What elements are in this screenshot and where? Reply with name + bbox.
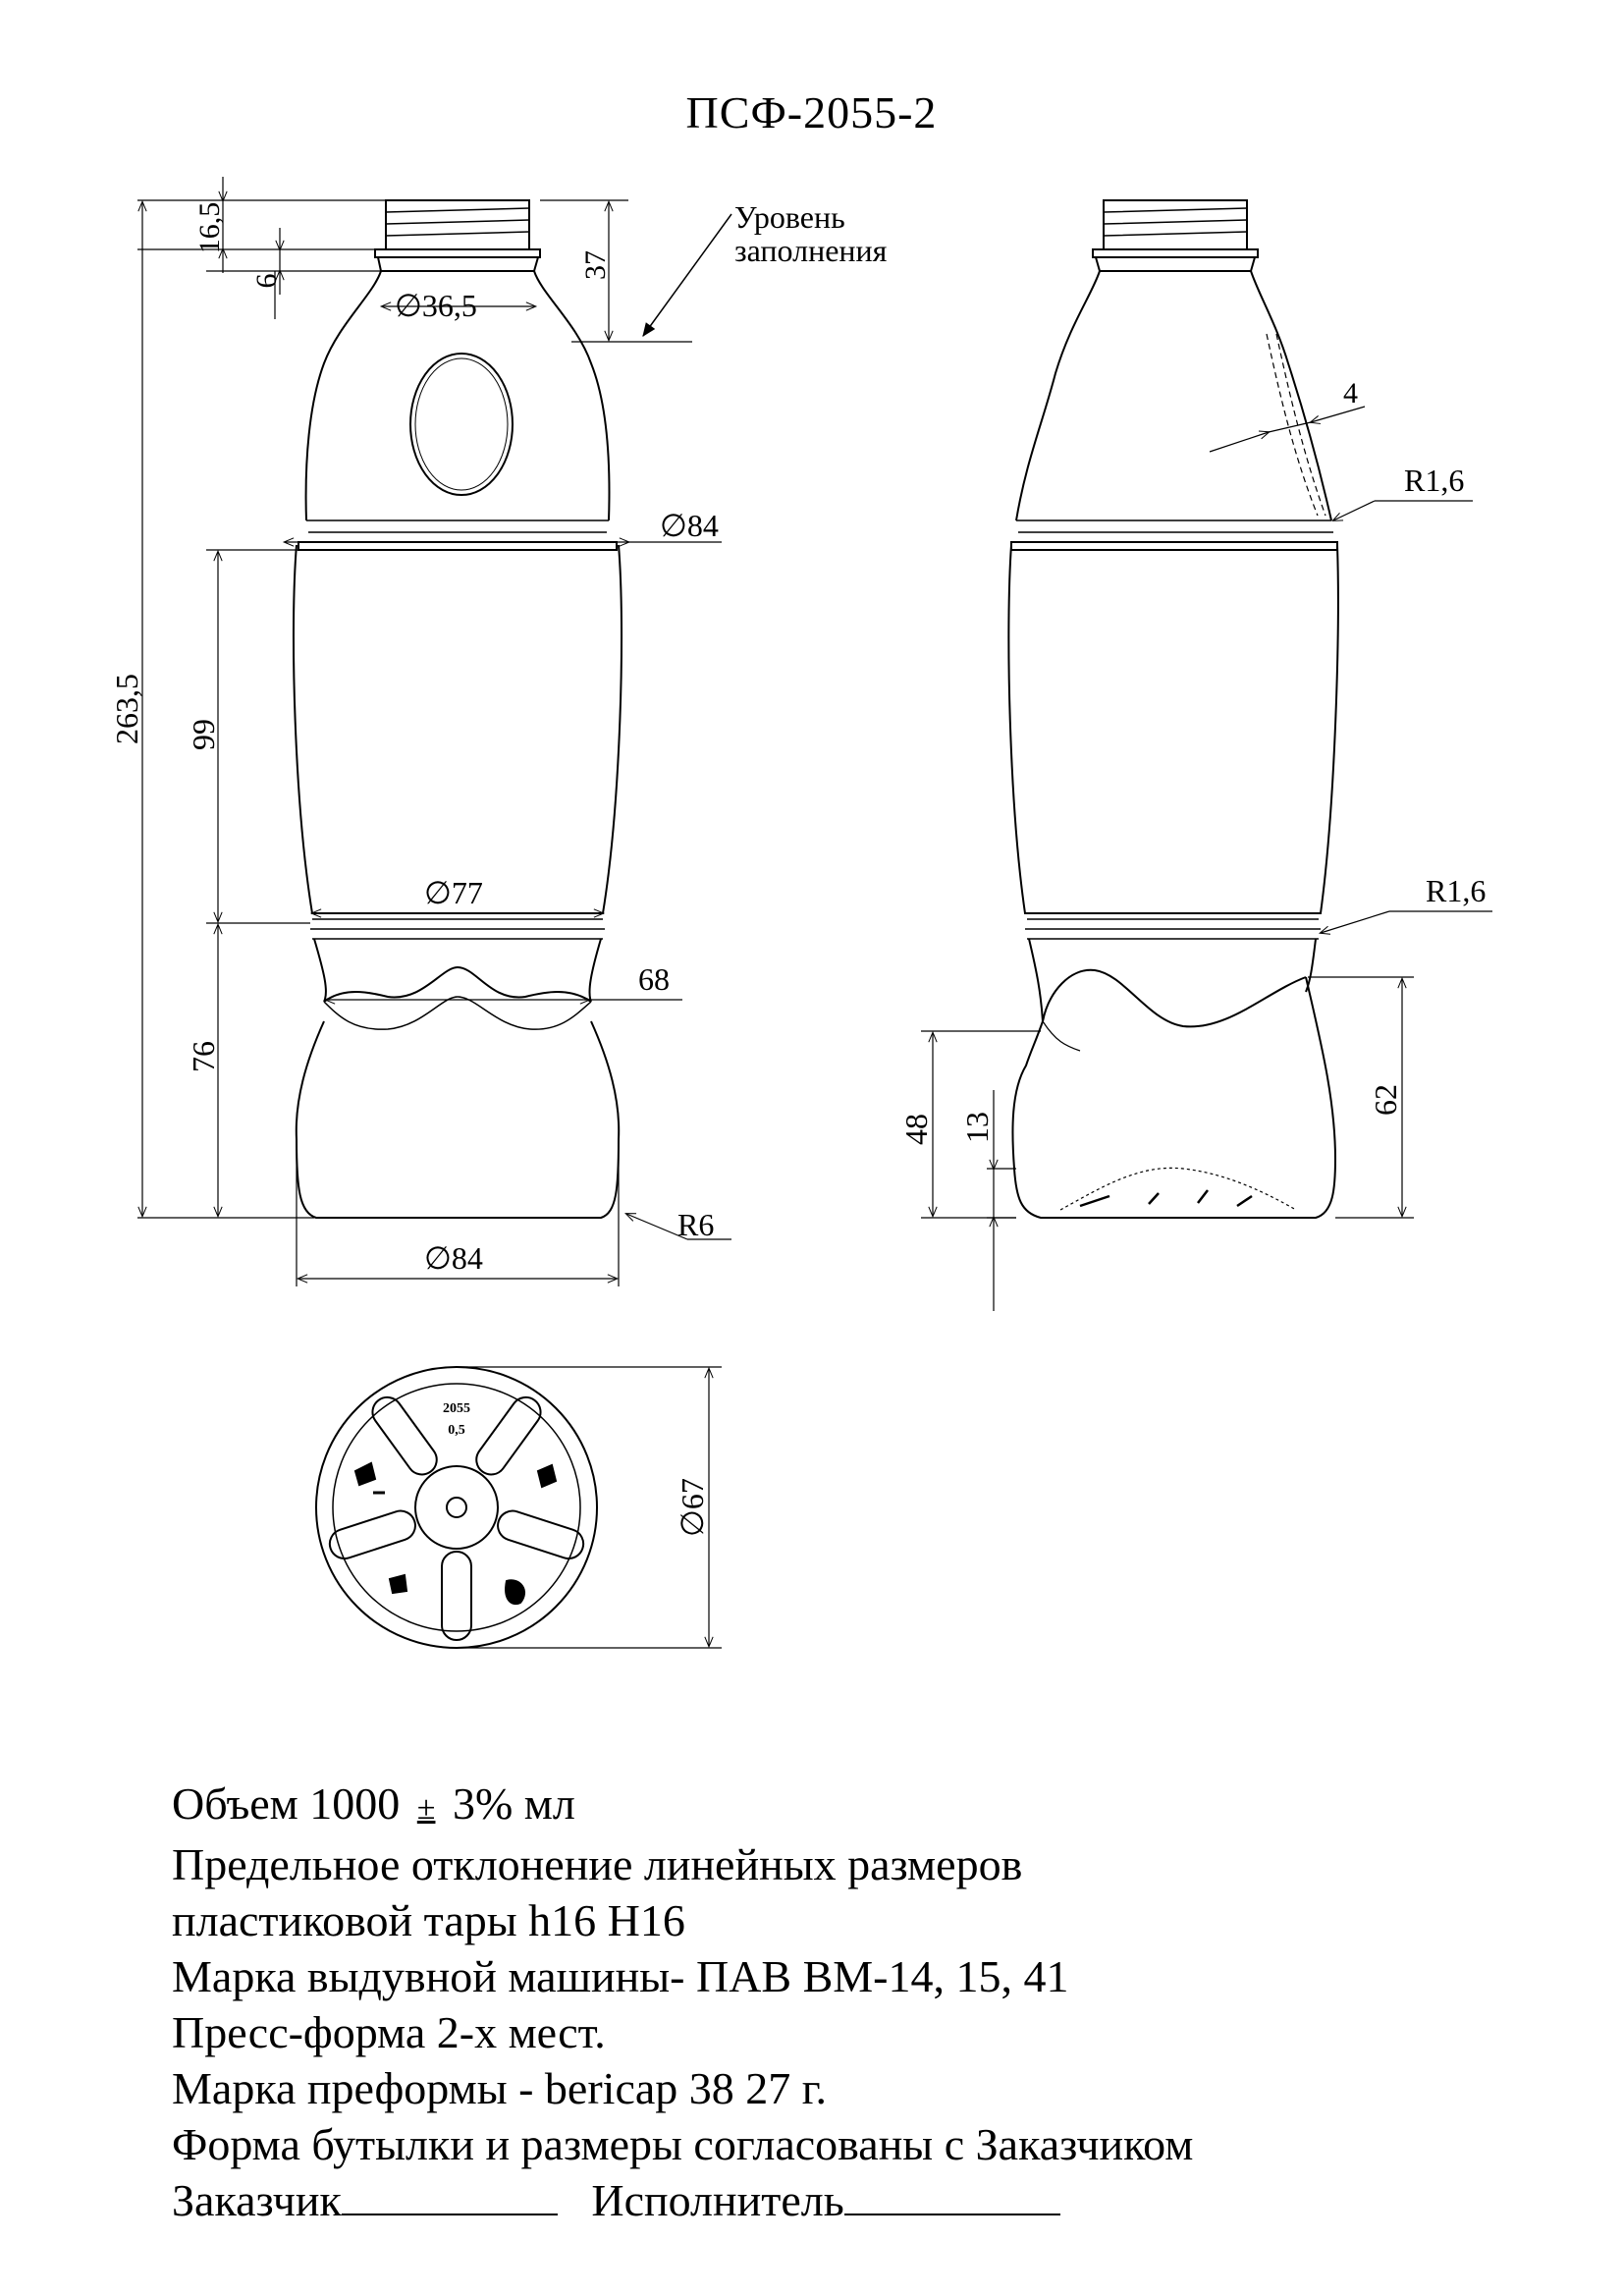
note-approval: Форма бутылки и размеры согласованы с Заказчиком: [172, 2119, 1194, 2169]
side-view: [1008, 200, 1337, 1218]
note-preform: Марка преформы - bericap 38 27 г.: [172, 2063, 827, 2113]
dim-base-radius: R6: [677, 1207, 715, 1242]
dim-16-5: 16,5: [193, 201, 226, 254]
bottom-diameter: ∅67: [675, 1478, 710, 1537]
dim-radius-lower: R1,6: [1426, 873, 1487, 908]
dim-neck-diameter: ∅36,5: [395, 288, 477, 323]
fill-level-label-2: заполнения: [734, 233, 888, 268]
front-window-oval: [410, 354, 513, 495]
bottom-emboss-1: 2055: [443, 1401, 470, 1416]
drawing-title: ПСФ-2055-2: [685, 87, 938, 137]
note-tolerance: Предельное отклонение линейных размеров: [172, 1839, 1023, 1889]
dim-62: 62: [1368, 1084, 1403, 1116]
front-base-outline: [297, 1021, 619, 1218]
dim-37: 37: [579, 250, 612, 280]
bottom-view: [316, 1367, 722, 1648]
note-tolerance-class: пластиковой тары h16 H16: [172, 1895, 685, 1945]
dim-total-height: 263,5: [109, 674, 144, 744]
dim-base-diameter: ∅84: [424, 1240, 483, 1276]
dim-waist-diameter: ∅77: [424, 875, 483, 910]
contractor-label: Исполнитель: [591, 2175, 844, 2225]
dim-13: 13: [959, 1112, 995, 1143]
dim-grip-width: 68: [638, 961, 670, 997]
dim-body-height: 99: [186, 719, 221, 750]
dim-wall-thickness: 4: [1343, 377, 1358, 410]
dim-6: 6: [250, 273, 283, 289]
front-label-panel: [294, 545, 622, 913]
front-dimensions: [137, 177, 731, 1286]
dim-radius-top: R1,6: [1404, 463, 1465, 498]
customer-signature-line: [342, 2174, 558, 2215]
specification-notes: [172, 1776, 1193, 2228]
dim-base-height: 76: [186, 1041, 221, 1072]
note-volume: Объем 1000 ± 3% мл: [172, 1778, 575, 1829]
contractor-signature-line: [844, 2174, 1060, 2215]
note-signatures: [172, 2172, 1193, 2228]
fill-level-label-1: Уровень: [734, 199, 845, 235]
customer-label: Заказчик: [172, 2175, 342, 2225]
front-view: [294, 200, 622, 1218]
tolerance-sign: ±: [416, 1790, 436, 1827]
side-neck-finish: [1093, 200, 1258, 271]
note-mold: Пресс-форма 2-х мест.: [172, 2007, 606, 2057]
bottom-emboss-2: 0,5: [448, 1423, 465, 1438]
side-shoulder-outline: [1016, 271, 1331, 520]
side-label-panel: [1008, 545, 1337, 913]
side-grip-waist: [1029, 939, 1316, 1021]
dim-48: 48: [898, 1114, 934, 1145]
note-machine: Марка выдувной машины- ПАВ ВМ-14, 15, 41: [172, 1951, 1069, 2001]
front-neck-finish: [375, 200, 540, 271]
dim-shoulder-diameter: ∅84: [660, 508, 719, 543]
